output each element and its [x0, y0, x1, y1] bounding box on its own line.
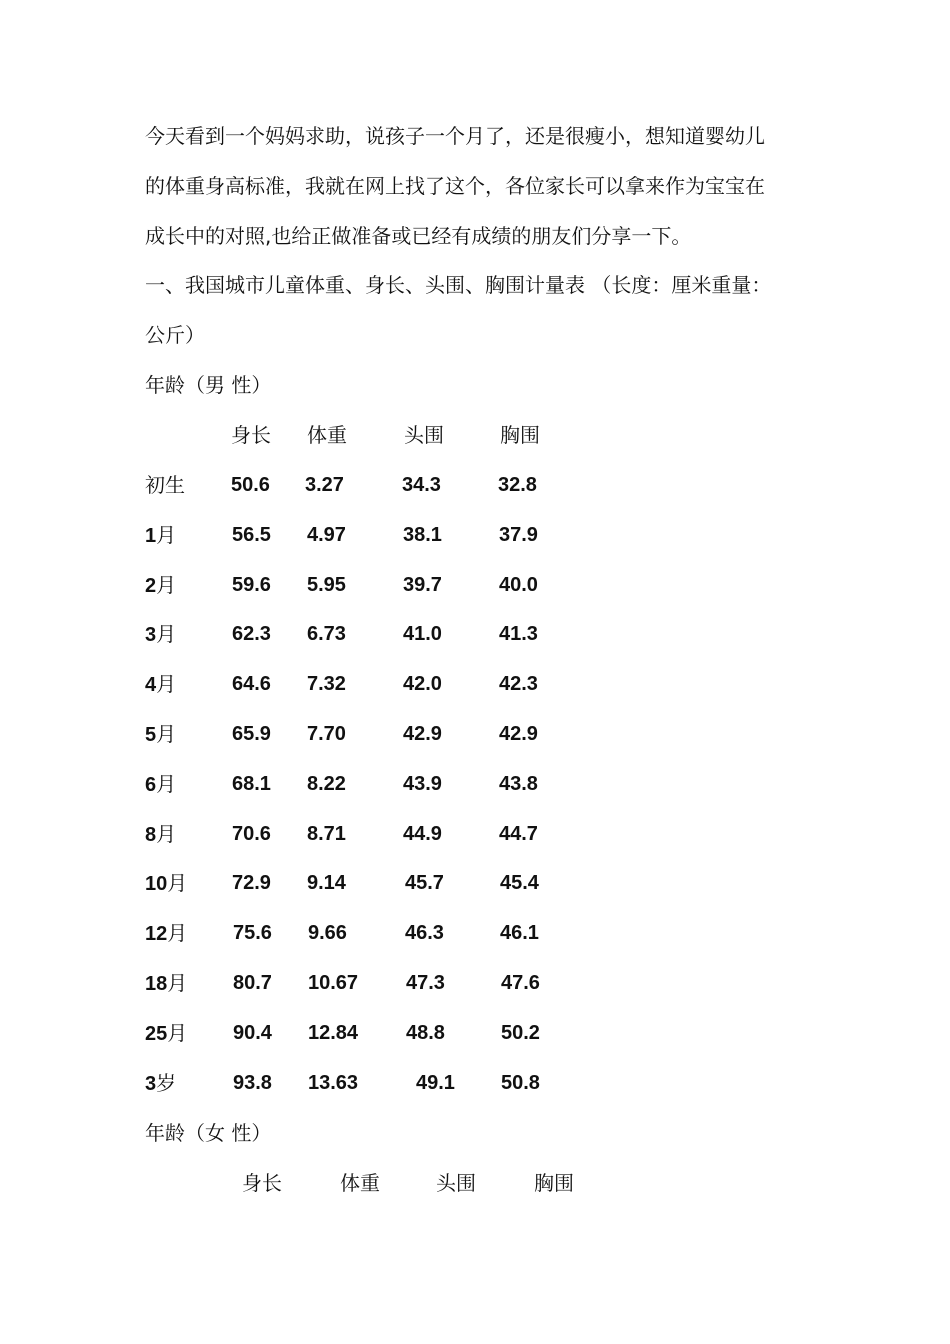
chest-cell: 50.8: [501, 1072, 540, 1094]
weight-cell: 4.97: [307, 524, 346, 546]
chest-cell: 43.8: [499, 773, 538, 795]
female-label: 年龄（女 性）: [145, 1121, 272, 1145]
table-row: [0, 870, 950, 896]
age-cell: [145, 920, 187, 947]
age-number: 12: [145, 923, 168, 945]
length-cell: 50.6: [231, 474, 270, 496]
table-row: [0, 771, 950, 797]
length-cell: 70.6: [232, 823, 271, 845]
chest-cell: 50.2: [501, 1022, 540, 1044]
table-row: [0, 1020, 950, 1046]
age-cell: [145, 671, 176, 698]
length-cell: 65.9: [232, 723, 271, 745]
age-unit: 月: [156, 772, 177, 796]
head-cell: 47.3: [406, 972, 445, 994]
weight-cell: 9.66: [308, 922, 347, 944]
age-cell: [145, 522, 176, 549]
chest-cell: 47.6: [501, 972, 540, 994]
head-cell: 34.3: [402, 474, 441, 496]
intro-line-2: 的体重身高标准，我就在网上找了这个，各位家长可以拿来作为宝宝在: [145, 174, 765, 198]
head-cell: 49.1: [416, 1072, 455, 1094]
male-header-row: [0, 422, 950, 448]
age-unit: 月: [156, 822, 177, 846]
age-unit: 月: [156, 573, 177, 597]
age-number: 8: [145, 824, 157, 846]
age-number: 4: [145, 674, 157, 696]
head-cell: 41.0: [403, 623, 442, 645]
section-title-line-2: 公斤）: [145, 323, 205, 347]
intro-line-1: 今天看到一个妈妈求助，说孩子一个月了，还是很瘦小，想知道婴幼儿: [145, 124, 765, 148]
age-unit: 月: [156, 722, 177, 746]
age-unit: 月: [167, 921, 188, 945]
age-number: 2: [145, 575, 157, 597]
chest-cell: 41.3: [499, 623, 538, 645]
female-header-row: [0, 1170, 950, 1196]
chest-cell: 44.7: [499, 823, 538, 845]
weight-cell: 10.67: [308, 972, 359, 994]
length-cell: 80.7: [233, 972, 272, 994]
age-number: 1: [145, 525, 157, 547]
male-header-head: 头围: [404, 423, 444, 447]
female-header-length: 身长: [242, 1171, 282, 1195]
table-row: [0, 920, 950, 946]
head-cell: 42.9: [403, 723, 442, 745]
chest-cell: 37.9: [499, 524, 538, 546]
length-cell: 93.8: [233, 1072, 272, 1094]
age-number: 3: [145, 1073, 157, 1095]
age-cell: [145, 970, 187, 997]
weight-cell: 7.32: [307, 673, 346, 695]
section-title-line-1: 一、我国城市儿童体重、身长、头围、胸围计量表 （长度：厘米重量：: [145, 273, 772, 297]
table-row: [0, 671, 950, 697]
age-unit: 月: [156, 523, 177, 547]
age-cell: [145, 1070, 176, 1097]
table-row: [0, 1070, 950, 1096]
table-row: [0, 472, 950, 498]
weight-cell: 8.22: [307, 773, 346, 795]
age-unit: 月: [167, 1021, 188, 1045]
age-cell: [145, 870, 187, 897]
age-cell: [145, 472, 185, 498]
weight-cell: 13.63: [308, 1072, 359, 1094]
head-cell: 46.3: [405, 922, 444, 944]
head-cell: 45.7: [405, 872, 444, 894]
age-cell: [145, 572, 176, 599]
weight-cell: 9.14: [307, 872, 346, 894]
male-header-length: 身长: [231, 423, 271, 447]
age-number: 5: [145, 724, 157, 746]
age-unit: 初生: [145, 473, 185, 497]
length-cell: 56.5: [232, 524, 271, 546]
length-cell: 64.6: [232, 673, 271, 695]
age-number: 3: [145, 624, 157, 646]
age-unit: 月: [167, 871, 188, 895]
head-cell: 42.0: [403, 673, 442, 695]
female-header-chest: 胸围: [534, 1171, 574, 1195]
weight-cell: 6.73: [307, 623, 346, 645]
female-header-weight: 体重: [340, 1171, 380, 1195]
weight-cell: 7.70: [307, 723, 346, 745]
length-cell: 90.4: [233, 1022, 272, 1044]
age-cell: [145, 1020, 187, 1047]
length-cell: 62.3: [232, 623, 271, 645]
chest-cell: 32.8: [498, 474, 537, 496]
table-row: [0, 721, 950, 747]
table-row: [0, 522, 950, 548]
chest-cell: 46.1: [500, 922, 539, 944]
length-cell: 72.9: [232, 872, 271, 894]
chest-cell: 40.0: [499, 574, 538, 596]
length-cell: 68.1: [232, 773, 271, 795]
age-cell: [145, 771, 176, 798]
weight-cell: 5.95: [307, 574, 346, 596]
head-cell: 44.9: [403, 823, 442, 845]
head-cell: 39.7: [403, 574, 442, 596]
head-cell: 38.1: [403, 524, 442, 546]
male-header-weight: 体重: [307, 423, 347, 447]
female-header-head: 头围: [436, 1171, 476, 1195]
age-cell: [145, 621, 176, 648]
head-cell: 48.8: [406, 1022, 445, 1044]
chest-cell: 42.3: [499, 673, 538, 695]
age-unit: 月: [167, 971, 188, 995]
age-unit: 月: [156, 622, 177, 646]
age-number: 10: [145, 873, 168, 895]
age-cell: [145, 721, 176, 748]
age-number: 18: [145, 973, 168, 995]
male-header-chest: 胸围: [500, 423, 540, 447]
age-unit: 岁: [156, 1071, 177, 1095]
head-cell: 43.9: [403, 773, 442, 795]
table-row: [0, 572, 950, 598]
weight-cell: 3.27: [305, 474, 344, 496]
table-row: [0, 970, 950, 996]
chest-cell: 45.4: [500, 872, 539, 894]
weight-cell: 8.71: [307, 823, 346, 845]
table-row: [0, 821, 950, 847]
male-label: 年龄（男 性）: [145, 373, 272, 397]
age-number: 25: [145, 1023, 168, 1045]
weight-cell: 12.84: [308, 1022, 359, 1044]
chest-cell: 42.9: [499, 723, 538, 745]
age-unit: 月: [156, 672, 177, 696]
length-cell: 75.6: [233, 922, 272, 944]
table-row: [0, 621, 950, 647]
age-number: 6: [145, 774, 157, 796]
length-cell: 59.6: [232, 574, 271, 596]
intro-line-3: 成长中的对照,也给正做准备或已经有成绩的朋友们分享一下。: [145, 224, 692, 248]
age-cell: [145, 821, 176, 848]
